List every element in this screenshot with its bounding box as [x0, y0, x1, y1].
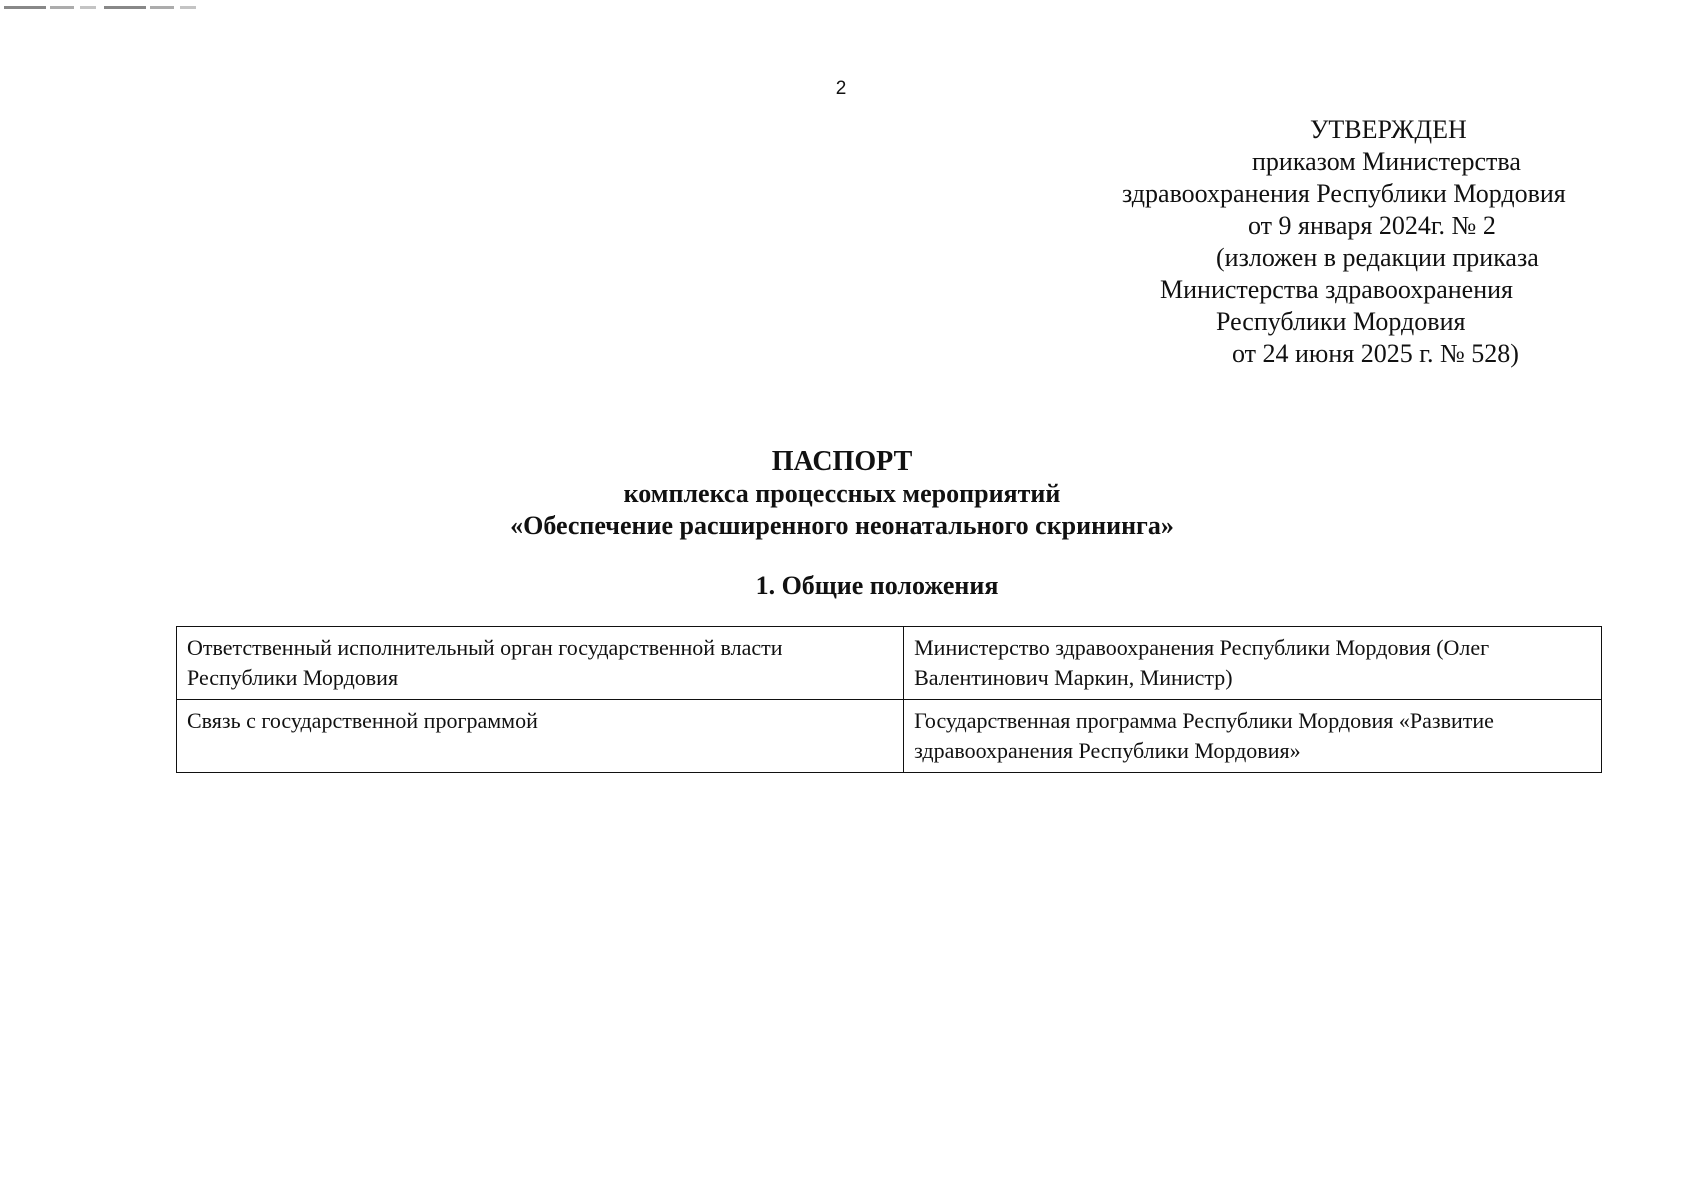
approval-line: (изложен в редакции приказа — [1216, 243, 1539, 272]
document-subtitle-quote: «Обеспечение расширенного неонатального скрининга» — [510, 511, 1174, 540]
table-row — [177, 627, 1602, 700]
approval-line: от 9 января 2024г. № 2 — [1248, 211, 1496, 240]
table-cell-value: Государственная программа Республики Мордовия «Развитие здравоохранения Республики Мордовия» — [904, 700, 1602, 773]
table-row — [177, 700, 1602, 773]
general-provisions-table — [176, 626, 1602, 773]
table-cell-label: Связь с государственной программой — [177, 700, 904, 773]
scan-artifact — [4, 6, 204, 9]
approval-line: Министерства здравоохранения — [1160, 275, 1513, 304]
approval-line: здравоохранения Республики Мордовия — [1122, 179, 1566, 208]
table-cell-value: Министерство здравоохранения Республики Мордовия (Олег Валентинович Маркин, Министр) — [904, 627, 1602, 700]
page-number: 2 — [835, 78, 847, 99]
approval-line: от 24 июня 2025 г. № 528) — [1232, 339, 1519, 368]
section-heading: 1. Общие положения — [755, 571, 999, 600]
approval-line: Республики Мордовия — [1216, 307, 1466, 336]
document-subtitle: комплекса процессных мероприятий — [623, 479, 1061, 508]
table-cell-label: Ответственный исполнительный орган государственной власти Республики Мордовия — [177, 627, 904, 700]
approval-title: УТВЕРЖДЕН — [1310, 115, 1467, 144]
approval-line: приказом Министерства — [1252, 147, 1521, 176]
document-title: ПАСПОРТ — [771, 446, 913, 477]
document-title-block — [0, 446, 1684, 542]
